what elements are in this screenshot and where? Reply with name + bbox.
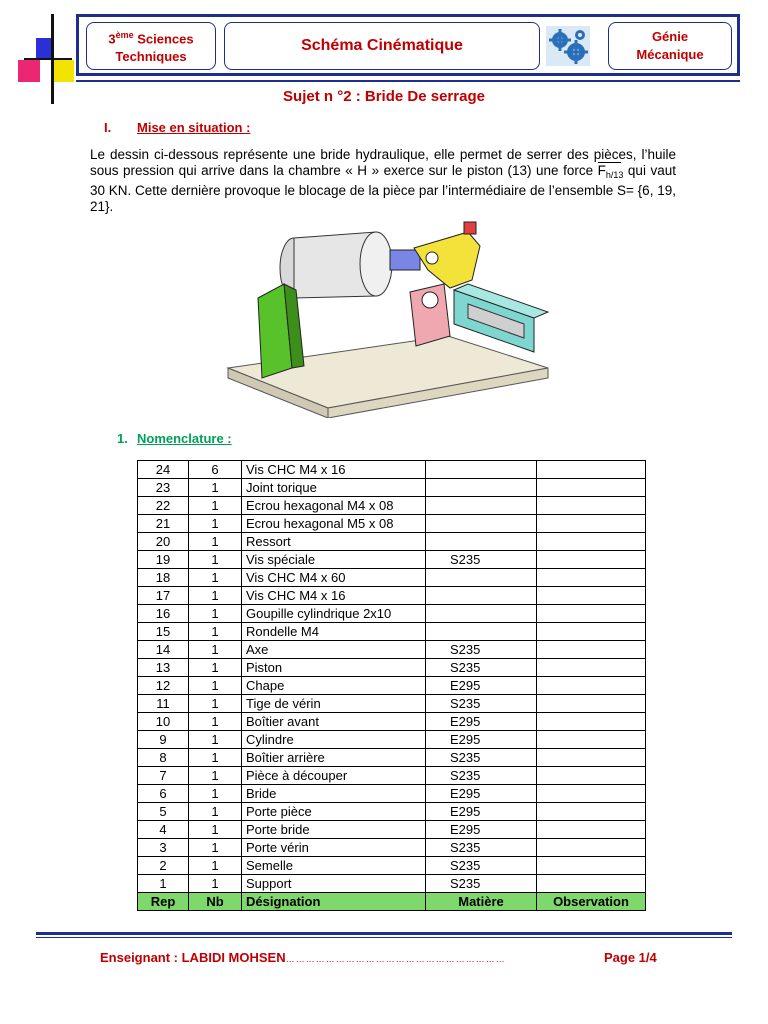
- table-cell: 1: [189, 551, 242, 569]
- table-cell: 23: [138, 479, 189, 497]
- table-cell: 1: [189, 839, 242, 857]
- table-cell: S235: [426, 857, 537, 875]
- table-cell: 1: [189, 587, 242, 605]
- table-cell: E295: [426, 731, 537, 749]
- gears-logo-icon: [546, 26, 590, 66]
- table-header-cell: Matière: [426, 893, 537, 911]
- table-header-cell: Désignation: [242, 893, 426, 911]
- nomenclature-table: [137, 460, 646, 911]
- force-subscript: h/13: [605, 170, 624, 180]
- intro-paragraph: [90, 147, 676, 215]
- table-cell: Bride: [242, 785, 426, 803]
- department-box: [608, 22, 732, 70]
- table-row: [138, 659, 646, 677]
- table-cell: Vis CHC M4 x 16: [242, 461, 426, 479]
- table-cell: 17: [138, 587, 189, 605]
- intro-line1: Le dessin ci-dessous représente une bride hydraulique, elle permet de serrer des: [90, 147, 589, 162]
- table-cell: 1: [189, 569, 242, 587]
- table-header-row: [138, 893, 646, 911]
- table-cell: Semelle: [242, 857, 426, 875]
- table-cell: [537, 803, 646, 821]
- table-row: [138, 767, 646, 785]
- table-cell: [537, 533, 646, 551]
- table-cell: 1: [189, 623, 242, 641]
- table-cell: 16: [138, 605, 189, 623]
- table-row: [138, 479, 646, 497]
- table-row: [138, 641, 646, 659]
- table-row: [138, 605, 646, 623]
- table-cell: 18: [138, 569, 189, 587]
- table-row: [138, 875, 646, 893]
- table-cell: Porte vérin: [242, 839, 426, 857]
- table-cell: Vis CHC M4 x 16: [242, 587, 426, 605]
- force-symbol: F: [597, 163, 606, 178]
- table-cell: [426, 623, 537, 641]
- table-cell: 9: [138, 731, 189, 749]
- clamp-mechanism-drawing: [218, 218, 554, 418]
- table-cell: E295: [426, 803, 537, 821]
- table-cell: [537, 623, 646, 641]
- table-cell: [426, 479, 537, 497]
- table-cell: [426, 587, 537, 605]
- table-cell: [537, 731, 646, 749]
- table-cell: Tige de vérin: [242, 695, 426, 713]
- table-cell: S235: [426, 749, 537, 767]
- table-cell: 10: [138, 713, 189, 731]
- table-cell: [426, 497, 537, 515]
- table-cell: [537, 479, 646, 497]
- table-cell: [537, 461, 646, 479]
- table-row: [138, 785, 646, 803]
- table-header-cell: Observation: [537, 893, 646, 911]
- table-cell: 1: [189, 695, 242, 713]
- table-cell: 6: [138, 785, 189, 803]
- table-cell: S235: [426, 551, 537, 569]
- table-cell: [537, 695, 646, 713]
- table-cell: Ecrou hexagonal M5 x 08: [242, 515, 426, 533]
- table-row: [138, 551, 646, 569]
- force-vector: [598, 163, 624, 183]
- teacher-name: Enseignant : LABIDI MOHSEN: [100, 950, 286, 965]
- document-title-text: Schéma Cinématique: [301, 37, 463, 54]
- table-cell: 12: [138, 677, 189, 695]
- decorative-line-horizontal: [24, 58, 72, 60]
- table-cell: 1: [189, 857, 242, 875]
- table-cell: 21: [138, 515, 189, 533]
- table-cell: 20: [138, 533, 189, 551]
- level-superscript: ème: [115, 29, 134, 40]
- table-row: [138, 515, 646, 533]
- table-cell: Support: [242, 875, 426, 893]
- table-cell: 2: [138, 857, 189, 875]
- table-header-cell: Nb: [189, 893, 242, 911]
- level-line2: Techniques: [115, 49, 187, 65]
- table-cell: [537, 551, 646, 569]
- table-cell: [426, 533, 537, 551]
- table-row: [138, 677, 646, 695]
- table-cell: 14: [138, 641, 189, 659]
- table-cell: Chape: [242, 677, 426, 695]
- table-cell: 1: [189, 821, 242, 839]
- decorative-square-red: [18, 60, 40, 82]
- table-cell: Ecrou hexagonal M4 x 08: [242, 497, 426, 515]
- nomenclature-title: Nomenclature :: [137, 431, 232, 446]
- table-row: [138, 821, 646, 839]
- table-cell: 15: [138, 623, 189, 641]
- table-cell: Axe: [242, 641, 426, 659]
- intro-line3b: qui vaut 30 KN. Cette dernière provoque le blocage de la pièce par: [90, 163, 676, 198]
- table-row: [138, 731, 646, 749]
- table-cell: 1: [189, 605, 242, 623]
- table-cell: Boîtier arrière: [242, 749, 426, 767]
- department-line2: Mécanique: [636, 47, 704, 62]
- table-cell: S235: [426, 641, 537, 659]
- footer-rule-thick: [36, 932, 732, 935]
- table-cell: 1: [189, 677, 242, 695]
- table-cell: 1: [189, 785, 242, 803]
- table-cell: 1: [189, 749, 242, 767]
- section-number: I.: [104, 120, 112, 135]
- table-cell: 1: [189, 533, 242, 551]
- level-number: 3: [108, 31, 116, 47]
- table-cell: 5: [138, 803, 189, 821]
- table-cell: 1: [189, 803, 242, 821]
- table-cell: E295: [426, 713, 537, 731]
- department-line1: Génie: [651, 29, 689, 44]
- table-cell: 19: [138, 551, 189, 569]
- table-row: [138, 839, 646, 857]
- table-cell: 1: [189, 875, 242, 893]
- page-number: Page 1/4: [604, 950, 657, 965]
- table-cell: 1: [189, 515, 242, 533]
- table-cell: Rondelle M4: [242, 623, 426, 641]
- footer-teacher: [100, 950, 506, 965]
- table-cell: [426, 461, 537, 479]
- level-line1: Sciences: [133, 31, 194, 47]
- table-cell: S235: [426, 767, 537, 785]
- table-cell: [537, 713, 646, 731]
- table-cell: [537, 821, 646, 839]
- table-cell: 1: [189, 479, 242, 497]
- table-row: [138, 569, 646, 587]
- table-cell: 1: [189, 767, 242, 785]
- table-cell: [426, 605, 537, 623]
- table-cell: Porte pièce: [242, 803, 426, 821]
- table-cell: Vis CHC M4 x 60: [242, 569, 426, 587]
- table-row: [138, 461, 646, 479]
- table-cell: 7: [138, 767, 189, 785]
- table-cell: E295: [426, 821, 537, 839]
- level-box: [86, 22, 216, 70]
- table-cell: 3: [138, 839, 189, 857]
- table-cell: [537, 587, 646, 605]
- table-cell: Vis spéciale: [242, 551, 426, 569]
- decorative-square-yellow: [52, 60, 74, 82]
- table-cell: [537, 515, 646, 533]
- table-cell: [537, 569, 646, 587]
- subject-title: Sujet n °2 : Bride De serrage: [283, 88, 485, 105]
- table-row: [138, 857, 646, 875]
- intro-line3a: une force: [536, 163, 598, 178]
- table-cell: S235: [426, 875, 537, 893]
- table-cell: Piston: [242, 659, 426, 677]
- table-cell: [537, 659, 646, 677]
- table-cell: Boîtier avant: [242, 713, 426, 731]
- table-cell: [537, 875, 646, 893]
- table-cell: [537, 857, 646, 875]
- table-row: [138, 623, 646, 641]
- table-cell: Cylindre: [242, 731, 426, 749]
- intro-line4: l’intermédiaire de l’ensemble S= {6, 19, 21}.: [90, 183, 676, 214]
- table-header-cell: Rep: [138, 893, 189, 911]
- table-cell: 1: [189, 731, 242, 749]
- table-cell: Joint torique: [242, 479, 426, 497]
- table-cell: Goupille cylindrique 2x10: [242, 605, 426, 623]
- table-cell: [426, 515, 537, 533]
- table-cell: [537, 785, 646, 803]
- table-cell: 13: [138, 659, 189, 677]
- table-cell: 1: [138, 875, 189, 893]
- table-cell: 1: [189, 497, 242, 515]
- table-cell: [537, 677, 646, 695]
- table-cell: Ressort: [242, 533, 426, 551]
- table-cell: 8: [138, 749, 189, 767]
- footer-rule-thin: [36, 937, 732, 938]
- table-row: [138, 803, 646, 821]
- table-cell: [537, 605, 646, 623]
- table-cell: Pièce à découper: [242, 767, 426, 785]
- table-cell: S235: [426, 839, 537, 857]
- table-cell: [537, 839, 646, 857]
- table-cell: Porte bride: [242, 821, 426, 839]
- table-cell: 1: [189, 713, 242, 731]
- table-cell: S235: [426, 695, 537, 713]
- table-cell: 22: [138, 497, 189, 515]
- table-cell: 24: [138, 461, 189, 479]
- table-cell: [537, 767, 646, 785]
- intro-line2: pièces, l’huile sous pression qui arrive dans la chambre « H » exerce sur le piston (13): [90, 147, 677, 178]
- table-cell: S235: [426, 659, 537, 677]
- table-row: [138, 749, 646, 767]
- table-cell: E295: [426, 677, 537, 695]
- table-cell: [537, 497, 646, 515]
- table-cell: [537, 749, 646, 767]
- nomenclature-number: 1.: [117, 431, 128, 446]
- document-title: [224, 22, 540, 70]
- table-row: [138, 533, 646, 551]
- header-underline: [76, 80, 740, 82]
- table-row: [138, 497, 646, 515]
- table-cell: 4: [138, 821, 189, 839]
- table-cell: E295: [426, 785, 537, 803]
- table-cell: 6: [189, 461, 242, 479]
- table-row: [138, 587, 646, 605]
- table-row: [138, 695, 646, 713]
- table-cell: [537, 641, 646, 659]
- table-cell: [426, 569, 537, 587]
- section-title: Mise en situation :: [137, 120, 251, 135]
- table-row: [138, 713, 646, 731]
- table-cell: 1: [189, 641, 242, 659]
- footer-dots: …………………………………………………………: [285, 954, 506, 964]
- table-cell: 1: [189, 659, 242, 677]
- table-cell: 11: [138, 695, 189, 713]
